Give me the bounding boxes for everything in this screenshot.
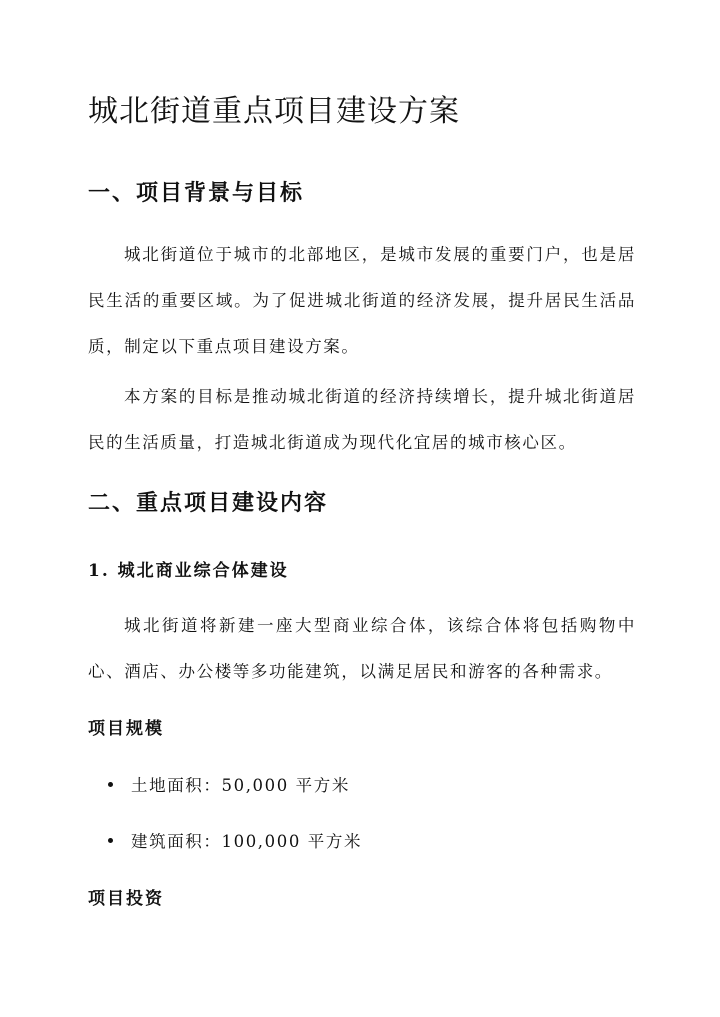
section-heading-background: 一、项目背景与目标 xyxy=(88,180,305,206)
section-heading-projects: 二、重点项目建设内容 xyxy=(88,490,329,516)
subsection-heading-commercial: 1. 城北商业综合体建设 xyxy=(88,561,289,581)
bullet-icon xyxy=(108,782,113,787)
bullet-icon xyxy=(108,838,113,843)
document-title: 城北街道重点项目建设方案 xyxy=(88,94,460,129)
project-investment-heading: 项目投资 xyxy=(88,889,164,909)
background-paragraph: 城北街道位于城市的北部地区，是城市发展的重要门户，也是居民生活的重要区域。为了促进城北街道的经济发展，提升居民生活品质，制定以下重点项目建设方案。 xyxy=(88,245,636,356)
goal-paragraph: 本方案的目标是推动城北街道的经济持续增长，提升城北街道居民的生活质量，打造城北街道成为现代化宜居的城市核心区。 xyxy=(88,387,636,452)
bullet-item-land-area xyxy=(108,772,350,796)
bullet-text: 建筑面积：100,000 平方米 xyxy=(131,832,363,851)
bullet-item-building-area xyxy=(108,828,362,852)
bullet-text: 土地面积：50,000 平方米 xyxy=(131,776,350,795)
project-scale-heading: 项目规模 xyxy=(88,719,164,739)
commercial-paragraph: 城北街道将新建一座大型商业综合体，该综合体将包括购物中心、酒店、办公楼等多功能建筑，以满足居民和游客的各种需求。 xyxy=(88,616,636,681)
